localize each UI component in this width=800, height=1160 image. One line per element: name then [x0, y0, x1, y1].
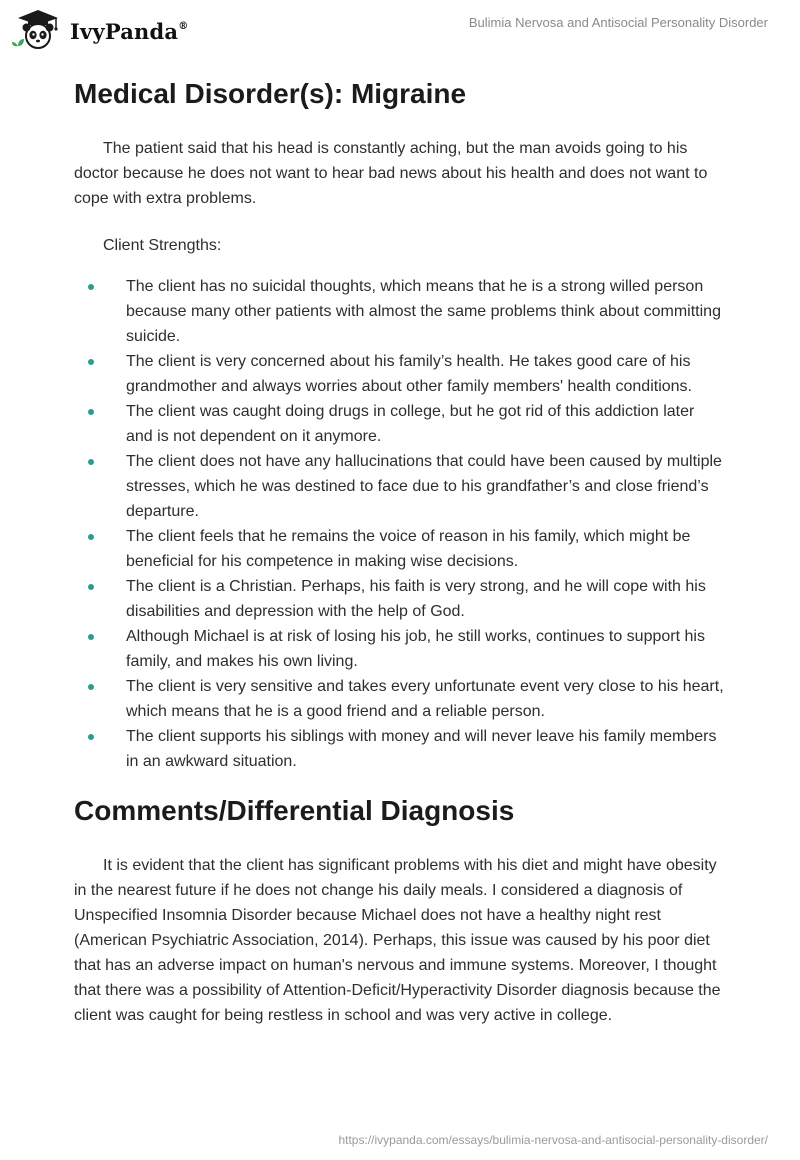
list-item: Although Michael is at risk of losing his job, he still works, continues to support his family, and makes his own living. — [74, 624, 724, 674]
bullet-icon — [88, 584, 94, 590]
list-item: The client feels that he remains the voice of reason in his family, which might be beneficial for his competence in making wise decisions. — [74, 524, 724, 574]
document-title: Bulimia Nervosa and Antisocial Personality Disorder — [468, 15, 768, 30]
bullet-icon — [88, 284, 94, 290]
section-heading-differential-diagnosis: Comments/Differential Diagnosis — [74, 795, 515, 826]
section-heading-medical-disorders: Medical Disorder(s): Migraine — [74, 78, 467, 109]
essay-content — [74, 72, 724, 1028]
list-item: The client is very concerned about his family’s health. He takes good care of his grandmother and always worries about other family members' health conditions. — [74, 349, 724, 399]
client-strengths-list — [74, 274, 724, 774]
client-strengths-label: Client Strengths: — [103, 237, 222, 254]
section-paragraph-diagnosis: It is evident that the client has significant problems with his diet and might have obesity in the nearest future if he does not change his daily meals. I considered a diagnosis of Unspecified Insomnia Disorder because Michael does not have a healthy night rest (American Psychiatric Association, 2014). Perhaps, this issue was caused by his poor diet that has an adverse impact on human's nervous and immune systems. Moreover, I thought that there was a possibility of Attention-Deficit/Hyperactivity Disorder diagnosis because the client was caught for being restless in school and was very active in college. — [74, 857, 721, 1024]
bullet-icon — [88, 409, 94, 415]
list-item: The client was caught doing drugs in college, but he got rid of this addiction later and is not dependent on it anymore. — [74, 399, 724, 449]
bullet-icon — [88, 734, 94, 740]
list-item: The client is very sensitive and takes every unfortunate event very close to his heart, which means that he is a good friend and a reliable person. — [74, 674, 724, 724]
logo-wordmark: IvyPanda® — [70, 18, 189, 44]
list-item: The client supports his siblings with money and will never leave his family members in an awkward situation. — [74, 724, 724, 774]
list-item: The client does not have any hallucinations that could have been caused by multiple stresses, which he was destined to face due to his grandfather’s and close friend’s departure. — [74, 449, 724, 524]
section-paragraph-migraine: The patient said that his head is constantly aching, but the man avoids going to his doctor because he does not want to hear bad news about his health and does not want to cope with extra problems. — [74, 140, 708, 207]
ivypanda-logo[interactable] — [12, 8, 188, 52]
page-header — [0, 0, 800, 56]
bullet-icon — [88, 359, 94, 365]
panda-graduate-icon — [12, 8, 64, 52]
bullet-icon — [88, 684, 94, 690]
bullet-icon — [88, 634, 94, 640]
bullet-icon — [88, 534, 94, 540]
source-url[interactable]: https://ivypanda.com/essays/bulimia-nervosa-and-antisocial-personality-disorder/ — [338, 1133, 768, 1147]
list-item: The client is a Christian. Perhaps, his faith is very strong, and he will cope with his disabilities and depression with the help of God. — [74, 574, 724, 624]
bullet-icon — [88, 459, 94, 465]
list-item: The client has no suicidal thoughts, which means that he is a strong willed person because many other patients with almost the same problems think about committing suicide. — [74, 274, 724, 349]
